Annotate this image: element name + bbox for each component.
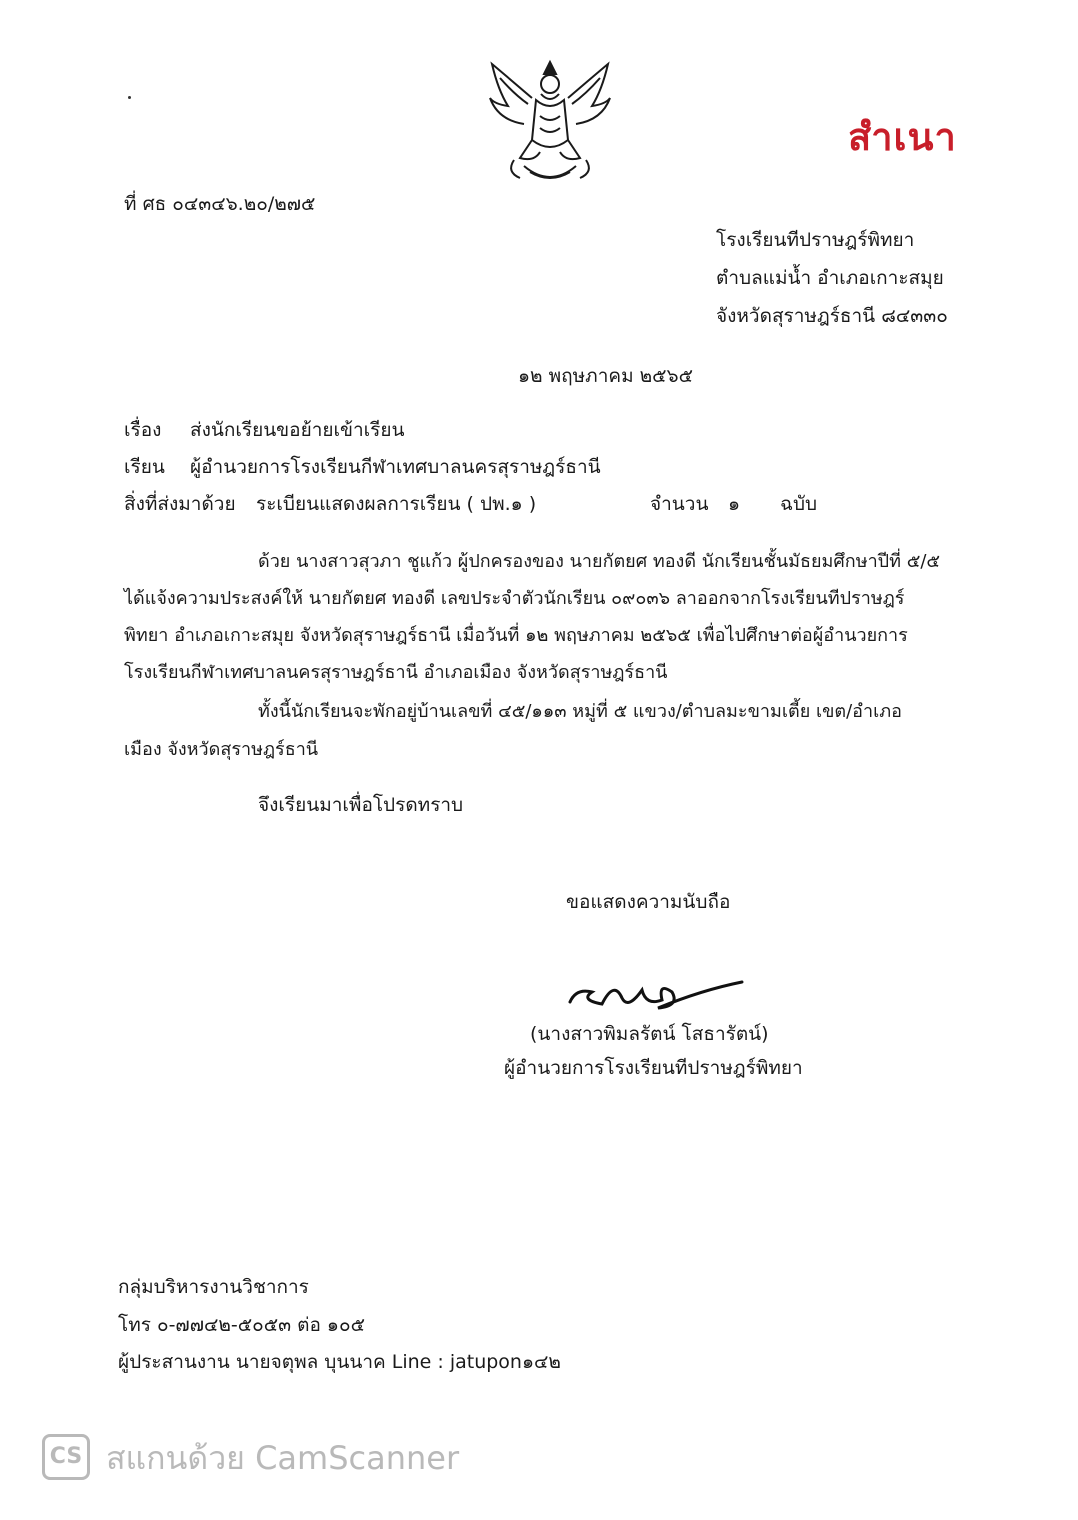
enclosure-qty: ๑	[728, 493, 741, 515]
enclosure-item: ระเบียนแสดงผลการเรียน ( ปพ.๑ )	[256, 493, 537, 515]
camscanner-watermark: สแกนด้วย CamScanner	[106, 1439, 460, 1477]
letter-date: ๑๒ พฤษภาคม ๒๕๖๕	[518, 365, 693, 387]
body-line: ด้วย นางสาวสุวภา ชูแก้ว ผู้ปกครองของ นายกัตยศ ทองดี นักเรียนชั้นมัธยมศึกษาปีที่ ๕/๕	[258, 551, 941, 572]
camscanner-logo-icon: CS	[42, 1434, 90, 1480]
signer-position: ผู้อำนวยการโรงเรียนทีปราษฎร์พิทยา	[504, 1057, 803, 1079]
to-value: ผู้อำนวยการโรงเรียนกีฬาเทศบาลนครสุราษฎร์ธานี	[190, 456, 601, 478]
body-line: โรงเรียนกีฬาเทศบาลนครสุราษฎร์ธานี อำเภอเมือง จังหวัดสุราษฎร์ธานี	[124, 662, 668, 683]
enclosure-unit: ฉบับ	[780, 493, 818, 515]
sender-province: จังหวัดสุราษฎร์ธานี ๘๔๓๓๐	[716, 305, 948, 327]
footer-coordinator: ผู้ประสานงาน นายจตุพล บุนนาค Line : jatupon๑๔๒	[118, 1351, 561, 1373]
closing-text: จึงเรียนมาเพื่อโปรดทราบ	[258, 794, 464, 816]
body-line: ทั้งนี้นักเรียนจะพักอยู่บ้านเลขที่ ๔๕/๑๑๓ หมู่ที่ ๕ แขวง/ตำบลมะขามเตี้ย เขต/อำเภอ	[258, 701, 902, 722]
sender-subdistrict: ตำบลแม่น้ำ อำเภอเกาะสมุย	[716, 267, 944, 289]
enclosure-qty-label: จำนวน	[650, 493, 709, 515]
subject-label: เรื่อง	[124, 419, 162, 441]
document-number: ที่ ศธ ๐๔๓๔๖.๒๐/๒๗๕	[124, 193, 316, 215]
copy-stamp: สำเนา	[848, 115, 957, 159]
footer-phone: โทร ๐-๗๗๔๒-๕๐๕๓ ต่อ ๑๐๕	[118, 1314, 365, 1336]
handwritten-signature	[562, 970, 752, 1018]
enclosure-label: สิ่งที่ส่งมาด้วย	[124, 493, 236, 515]
signer-name: (นางสาวพิมลรัตน์ โสธารัตน์)	[530, 1023, 769, 1045]
body-line: เมือง จังหวัดสุราษฎร์ธานี	[124, 739, 319, 760]
body-line: พิทยา อำเภอเกาะสมุย จังหวัดสุราษฎร์ธานี เมื่อวันที่ ๑๒ พฤษภาคม ๒๕๖๕ เพื่อไปศึกษาต่อผู้อำนวยการ	[124, 625, 908, 646]
regards-text: ขอแสดงความนับถือ	[566, 891, 731, 913]
sender-school: โรงเรียนทีปราษฎร์พิทยา	[716, 229, 915, 251]
subject-value: ส่งนักเรียนขอย้ายเข้าเรียน	[190, 419, 405, 441]
garuda-emblem-icon	[484, 54, 616, 190]
footer-department: กลุ่มบริหารงานวิชาการ	[118, 1276, 309, 1298]
body-line: ได้แจ้งความประสงค์ให้ นายกัตยศ ทองดี เลขประจำตัวนักเรียน ๐๙๐๓๖ ลาออกจากโรงเรียนทีปราษฎร์	[124, 588, 905, 609]
speck	[128, 96, 131, 99]
to-label: เรียน	[124, 456, 165, 478]
